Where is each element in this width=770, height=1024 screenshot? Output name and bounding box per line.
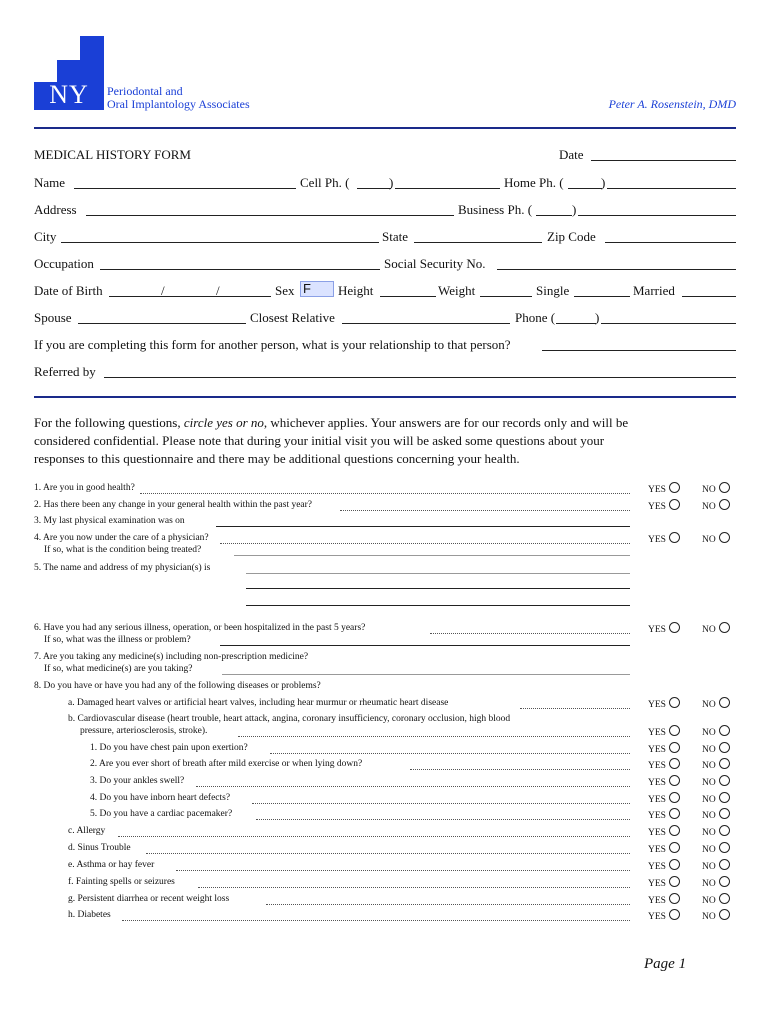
business-phone-label: Business Ph. ( [458,202,533,217]
no-label: NO [702,795,716,805]
instructions [34,414,634,468]
no-circle[interactable] [719,893,730,904]
zip-field[interactable] [605,242,736,243]
date-field[interactable] [591,160,736,161]
yes-circle[interactable] [669,742,680,753]
disease-item: a. Damaged heart valves or artificial heart valves, including hear murmur or rheumatic heart disease [68,698,449,708]
leader-dots [252,803,630,804]
no-label: NO [702,778,716,788]
home-phone-label: Home Ph. ( [504,175,564,190]
spouse-row [34,309,736,327]
referred-field[interactable] [104,377,736,378]
yes-label: YES [648,728,666,738]
instructions-text: For the following questions, [34,415,184,430]
ssn-label: Social Security No. [384,256,486,271]
no-label: NO [702,700,716,710]
no-option[interactable] [702,532,730,546]
no-option[interactable] [702,842,730,856]
disease-item: 3. Do your ankles swell? [90,776,185,786]
yes-circle[interactable] [669,792,680,803]
no-option[interactable] [702,825,730,839]
yes-circle[interactable] [669,859,680,870]
no-circle[interactable] [719,842,730,853]
yes-label: YES [648,845,666,855]
name-row [34,174,736,192]
yes-circle[interactable] [669,697,680,708]
business-paren: ) [572,202,577,217]
yes-label: YES [648,502,666,512]
state-field[interactable] [414,242,542,243]
yes-circle[interactable] [669,775,680,786]
dob-row [34,282,736,300]
relationship-field[interactable] [542,350,736,351]
leader-dots [238,736,630,737]
yes-label: YES [648,879,666,889]
dob-field[interactable] [109,296,271,297]
disease-item: g. Persistent diarrhea or recent weight loss [68,894,230,904]
yes-circle[interactable] [669,876,680,887]
question-6: 6. Have you had any serious illness, operation, or been hospitalized in the past 5 years? [34,623,366,633]
yes-option[interactable] [648,792,680,806]
logo-block [57,60,104,82]
disease-item: 4. Do you have inborn heart defects? [90,793,231,803]
no-circle[interactable] [719,482,730,493]
question-2: 2. Has there been any change in your general health within the past year? [34,500,313,510]
yes-option[interactable] [648,742,680,756]
home-phone-field[interactable] [607,188,736,189]
yes-circle[interactable] [669,499,680,510]
no-option[interactable] [702,697,730,711]
yes-label: YES [648,745,666,755]
yes-circle[interactable] [669,808,680,819]
spouse-field[interactable] [78,323,246,324]
yes-option[interactable] [648,482,680,496]
leader-dots [340,510,630,511]
cell-phone-label: Cell Ph. ( [300,175,350,190]
no-option[interactable] [702,808,730,822]
yes-circle[interactable] [669,758,680,769]
yes-label: YES [648,778,666,788]
header-divider [34,127,736,129]
logo-text: NY [49,80,89,109]
cell-paren: ) [389,175,394,190]
practice-name [107,85,250,111]
no-option[interactable] [702,742,730,756]
disease-item: 2. Are you ever short of breath after mild exercise or when lying down? [90,759,363,769]
yes-label: YES [648,811,666,821]
married-label: Married [633,283,675,298]
yes-option[interactable] [648,893,680,907]
yes-option[interactable] [648,725,680,739]
no-label: NO [702,535,716,545]
sex-input[interactable]: F [300,281,334,297]
yes-label: YES [648,485,666,495]
no-option[interactable] [702,909,730,923]
yes-option[interactable] [648,859,680,873]
instructions-emphasis: circle yes or no [183,415,264,430]
business-area-code-field[interactable] [536,215,572,216]
referred-label: Referred by [34,364,96,379]
relationship-row [34,336,736,354]
referred-row [34,363,736,381]
yes-option[interactable] [648,808,680,822]
state-label: State [382,229,408,244]
cell-area-code-field[interactable] [357,188,391,189]
ssn-field[interactable] [497,269,736,270]
yes-option[interactable] [648,775,680,789]
yes-option[interactable] [648,499,680,513]
no-label: NO [702,879,716,889]
question-8: 8. Do you have or have you had any of the following diseases or problems? [34,681,321,691]
leader-dots [146,853,630,854]
leader-dots [140,493,630,494]
no-option[interactable] [702,482,730,496]
yes-option[interactable] [648,876,680,890]
no-circle[interactable] [719,909,730,920]
yes-circle[interactable] [669,622,680,633]
disease-item: f. Fainting spells or seizures [68,877,175,887]
question-7-followup: If so, what medicine(s) are you taking? [44,664,193,674]
weight-field[interactable] [480,296,532,297]
no-option[interactable] [702,725,730,739]
leader-dots [118,836,630,837]
no-circle[interactable] [719,622,730,633]
leader-dots [198,887,630,888]
no-circle[interactable] [719,792,730,803]
question-1: 1. Are you in good health? [34,483,135,493]
married-field[interactable] [682,296,736,297]
no-option[interactable] [702,499,730,513]
instructions-text: , whichever applies. Your answers are for our records only and will be considered confidential. Please note that during your initial visit you will be asked some questions about your responses to this questionnaire and there may be additional questions concerning your health. [34,415,629,466]
no-circle[interactable] [719,808,730,819]
yes-option[interactable] [648,909,680,923]
dob-slash: / [216,283,220,298]
no-circle[interactable] [719,499,730,510]
question-3: 3. My last physical examination was on [34,516,185,526]
no-label: NO [702,728,716,738]
no-circle[interactable] [719,876,730,887]
yes-option[interactable] [648,842,680,856]
physician-field-1[interactable] [246,573,630,574]
no-option[interactable] [702,859,730,873]
address-row [34,201,736,219]
city-row [34,228,736,246]
disease-item: pressure, arteriosclerosis, stroke). [80,726,208,736]
leader-dots [220,543,630,544]
yes-circle[interactable] [669,482,680,493]
page-number: Page 1 [644,956,687,972]
question-5: 5. The name and address of my physician(s) is [34,563,211,573]
yes-label: YES [648,896,666,906]
height-label: Height [338,283,374,298]
leader-dots [270,753,630,754]
no-circle[interactable] [719,825,730,836]
form-title: MEDICAL HISTORY FORM [34,147,191,162]
single-field[interactable] [574,296,630,297]
single-label: Single [536,283,570,298]
height-field[interactable] [380,296,436,297]
illness-field[interactable] [220,645,630,646]
yes-option[interactable] [648,758,680,772]
no-label: NO [702,625,716,635]
no-option[interactable] [702,893,730,907]
yes-label: YES [648,700,666,710]
cell-phone-field[interactable] [395,188,500,189]
yes-circle[interactable] [669,825,680,836]
no-option[interactable] [702,622,730,636]
leader-dots [256,819,630,820]
yes-label: YES [648,535,666,545]
no-option[interactable] [702,792,730,806]
question-4: 4. Are you now under the care of a physician? [34,533,209,543]
closest-relative-label: Closest Relative [250,310,335,325]
occupation-label: Occupation [34,256,94,271]
weight-label: Weight [438,283,476,298]
doctor-name: Peter A. Rosenstein, DMD [608,97,736,111]
disease-item: h. Diabetes [68,910,111,920]
no-label: NO [702,862,716,872]
no-label: NO [702,745,716,755]
section-divider [34,396,736,398]
yes-label: YES [648,828,666,838]
address-field[interactable] [86,215,454,216]
disease-item: 1. Do you have chest pain upon exertion? [90,743,248,753]
disease-item: e. Asthma or hay fever [68,860,155,870]
relationship-label: If you are completing this form for another person, what is your relationship to that person? [34,337,511,352]
no-label: NO [702,828,716,838]
business-phone-field[interactable] [578,215,736,216]
yes-option[interactable] [648,622,680,636]
leader-dots [266,904,630,905]
leader-dots [122,920,630,921]
date-label: Date [559,147,584,162]
leader-dots [176,870,630,871]
no-label: NO [702,811,716,821]
yes-circle[interactable] [669,532,680,543]
name-field[interactable] [74,188,296,189]
yes-circle[interactable] [669,842,680,853]
no-circle[interactable] [719,725,730,736]
question-7: 7. Are you taking any medicine(s) including non-prescription medicine? [34,652,309,662]
yes-label: YES [648,862,666,872]
no-circle[interactable] [719,758,730,769]
sex-label: Sex [275,283,295,298]
no-circle[interactable] [719,775,730,786]
dob-slash: / [161,283,165,298]
closest-relative-field[interactable] [342,323,510,324]
physician-field-3[interactable] [246,605,630,606]
disease-item: 5. Do you have a cardiac pacemaker? [90,809,233,819]
yes-label: YES [648,912,666,922]
relative-area-code-field[interactable] [556,323,596,324]
no-option[interactable] [702,758,730,772]
disease-item: c. Allergy [68,826,106,836]
relative-phone-field[interactable] [601,323,736,324]
yes-option[interactable] [648,825,680,839]
yes-label: YES [648,625,666,635]
yes-option[interactable] [648,532,680,546]
yes-option[interactable] [648,697,680,711]
question-4-followup: If so, what is the condition being treated? [44,545,202,555]
spouse-label: Spouse [34,310,72,325]
leader-dots [520,708,630,709]
exam-date-field[interactable] [216,526,630,527]
no-circle[interactable] [719,742,730,753]
city-field[interactable] [61,242,379,243]
leader-dots [430,633,630,634]
no-circle[interactable] [719,859,730,870]
no-label: NO [702,845,716,855]
home-paren: ) [601,175,606,190]
yes-label: YES [648,795,666,805]
phone-label: Phone ( [515,310,556,325]
practice-line-2: Oral Implantology Associates [107,97,250,111]
no-label: NO [702,761,716,771]
phone-paren: ) [595,310,600,325]
no-circle[interactable] [719,532,730,543]
dob-label: Date of Birth [34,283,103,298]
no-label: NO [702,485,716,495]
practice-line-1: Periodontal and [107,84,183,98]
medicine-field[interactable] [222,674,630,675]
occupation-field[interactable] [100,269,380,270]
no-option[interactable] [702,876,730,890]
name-label: Name [34,175,66,190]
address-label: Address [34,202,77,217]
no-label: NO [702,912,716,922]
yes-circle[interactable] [669,893,680,904]
condition-field[interactable] [234,555,630,556]
disease-item: d. Sinus Trouble [68,843,131,853]
disease-item: b. Cardiovascular disease (heart trouble, heart attack, angina, coronary insufficiency, coronary occlusion, high blood [68,714,511,724]
city-label: City [34,229,57,244]
occupation-row [34,255,736,273]
home-area-code-field[interactable] [568,188,602,189]
leader-dots [410,769,630,770]
question-6-followup: If so, what was the illness or problem? [44,635,191,645]
no-label: NO [702,896,716,906]
no-label: NO [702,502,716,512]
no-circle[interactable] [719,697,730,708]
yes-circle[interactable] [669,909,680,920]
zip-label: Zip Code [547,229,596,244]
yes-circle[interactable] [669,725,680,736]
yes-label: YES [648,761,666,771]
physician-field-2[interactable] [246,588,630,589]
logo-block [80,36,104,60]
title-row [34,146,736,164]
no-option[interactable] [702,775,730,789]
leader-dots [196,786,630,787]
